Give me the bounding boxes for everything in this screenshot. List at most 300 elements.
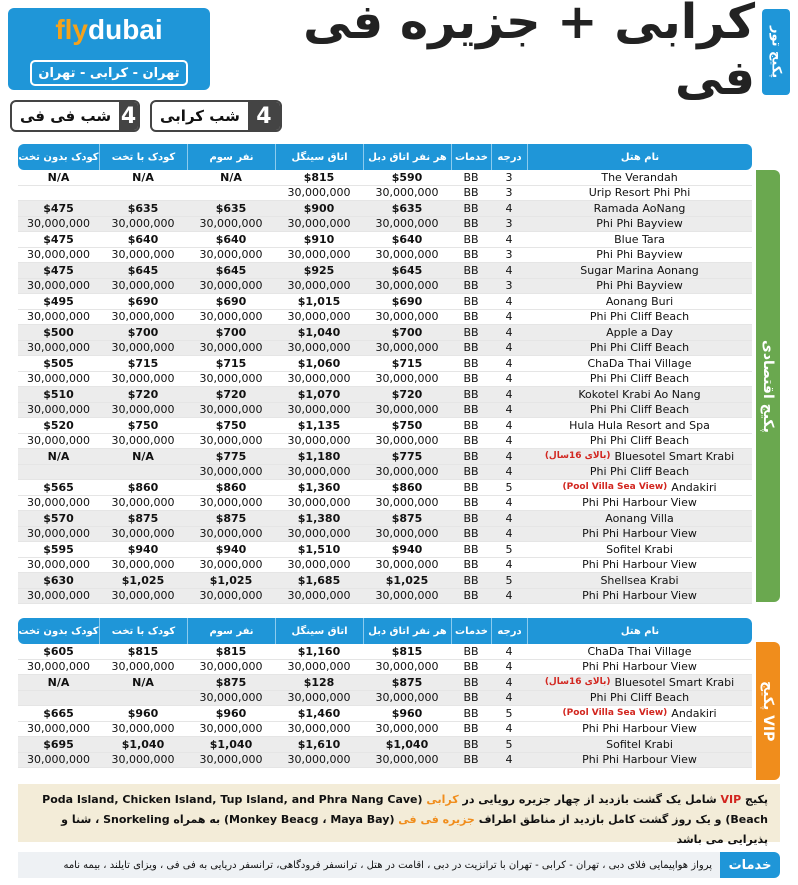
cell: BB xyxy=(463,294,479,308)
cell: $520 xyxy=(43,418,74,432)
table-row xyxy=(18,387,752,403)
cell: 30,000,000 xyxy=(287,279,351,293)
table-body xyxy=(18,170,752,604)
cell: $750 xyxy=(127,418,159,432)
cell: N/A xyxy=(132,675,154,689)
cell: 30,000,000 xyxy=(27,341,90,355)
cell: 30,000,000 xyxy=(375,722,439,736)
hotel-name: Blue Tara xyxy=(614,232,665,246)
cell: $1,070 xyxy=(297,387,341,401)
cell: $860 xyxy=(215,480,247,494)
cell: 5 xyxy=(505,480,513,494)
cell: $495 xyxy=(43,294,74,308)
cell: 30,000,000 xyxy=(111,310,175,324)
cell: $690 xyxy=(391,294,423,308)
cell: $1,135 xyxy=(297,418,341,432)
cell: BB xyxy=(463,691,479,705)
cell: 30,000,000 xyxy=(199,660,263,674)
cell xyxy=(18,691,99,706)
nights-label: شب فی فی xyxy=(20,107,112,125)
column-header: درجه xyxy=(491,618,527,644)
cell: 30,000,000 xyxy=(375,341,439,355)
cell: 30,000,000 xyxy=(111,403,175,417)
cell: 5 xyxy=(505,737,513,751)
cell: BB xyxy=(463,341,479,355)
cell: 3 xyxy=(505,279,513,293)
cell: 30,000,000 xyxy=(287,527,351,541)
cell xyxy=(99,691,187,706)
cell: 30,000,000 xyxy=(375,248,439,262)
hotel-name: Sugar Marina Aonang xyxy=(580,263,699,277)
cell: 30,000,000 xyxy=(199,310,263,324)
cell: BB xyxy=(463,186,479,200)
cell xyxy=(99,465,187,480)
cell: $875 xyxy=(391,675,423,689)
hotel-name: Kokotel Krabi Ao Nang xyxy=(578,387,701,401)
cell: $940 xyxy=(127,542,159,556)
table-row xyxy=(18,434,752,450)
cell: 30,000,000 xyxy=(27,527,90,541)
cell: 30,000,000 xyxy=(287,753,351,767)
cell: 30,000,000 xyxy=(111,753,175,767)
cell: 4 xyxy=(505,263,513,277)
cell: 30,000,000 xyxy=(27,660,90,674)
cell: $1,025 xyxy=(121,573,165,587)
cell: 4 xyxy=(505,465,513,479)
table-row xyxy=(18,542,752,558)
table-row xyxy=(18,737,752,753)
cell: 4 xyxy=(505,418,513,432)
column-header: هر نفر اتاق دبل xyxy=(363,618,451,644)
tour-package-tag: پکیج تور xyxy=(762,9,790,95)
cell: 30,000,000 xyxy=(287,434,351,448)
cell: N/A xyxy=(47,449,70,463)
cell: 30,000,000 xyxy=(27,248,90,262)
cell: 30,000,000 xyxy=(375,558,439,572)
cell: $595 xyxy=(43,542,74,556)
cell: $815 xyxy=(127,644,159,658)
table-row xyxy=(18,186,752,202)
services-text: پرواز هواپیمایی فلای دبی ، تهران - کرابی - تهران با ترانزیت در دبی ، اقامت در هتل ، ترانسفر فرودگاهی، ترانسفر دریایی به فی فی ، ویزای تایلند ، بیمه نامه xyxy=(18,852,720,878)
cell: $1,360 xyxy=(297,480,341,494)
cell: $775 xyxy=(391,449,423,463)
table-row xyxy=(18,691,752,707)
cell: 30,000,000 xyxy=(199,279,263,293)
cell: 30,000,000 xyxy=(111,217,175,231)
cell: BB xyxy=(463,434,479,448)
cell: $1,060 xyxy=(297,356,341,370)
cell: $720 xyxy=(127,387,159,401)
services-label: خدمات xyxy=(720,852,780,878)
cell: $860 xyxy=(391,480,423,494)
cell: 5 xyxy=(505,573,513,587)
cell: 30,000,000 xyxy=(287,660,351,674)
cell: BB xyxy=(463,279,479,293)
table-row xyxy=(18,248,752,264)
cell: $1,685 xyxy=(297,573,341,587)
cell: 4 xyxy=(505,201,513,215)
cell: $715 xyxy=(127,356,159,370)
table-row xyxy=(18,675,752,691)
cell: 30,000,000 xyxy=(287,217,351,231)
cell: $750 xyxy=(215,418,247,432)
table-row xyxy=(18,558,752,574)
table-row xyxy=(18,372,752,388)
nights-krabi xyxy=(150,100,282,132)
table-row xyxy=(18,232,752,248)
cell: 30,000,000 xyxy=(111,434,175,448)
hotel-name: Hula Hula Resort and Spa xyxy=(569,418,710,432)
cell: 30,000,000 xyxy=(287,589,351,603)
cell: 30,000,000 xyxy=(199,434,263,448)
cell: 4 xyxy=(505,232,513,246)
cell: N/A xyxy=(47,170,70,184)
table-row xyxy=(18,403,752,419)
cell: $695 xyxy=(43,737,74,751)
cell: 30,000,000 xyxy=(199,753,263,767)
cell: 30,000,000 xyxy=(287,496,351,510)
column-header: کودک با تخت xyxy=(99,618,187,644)
column-header: اتاق سینگل xyxy=(275,144,363,170)
cell: $630 xyxy=(43,573,74,587)
cell: 30,000,000 xyxy=(375,691,439,705)
table-row xyxy=(18,706,752,722)
cell: 30,000,000 xyxy=(27,722,90,736)
cell: 30,000,000 xyxy=(375,434,439,448)
cell: 4 xyxy=(505,691,513,705)
cell xyxy=(18,186,99,201)
cell: 4 xyxy=(505,341,513,355)
cell: 4 xyxy=(505,589,513,603)
table-header xyxy=(18,144,752,170)
table-row xyxy=(18,449,752,465)
cell: 30,000,000 xyxy=(287,403,351,417)
cell: $715 xyxy=(391,356,423,370)
hotel-name: Phi Phi Harbour View xyxy=(582,558,697,572)
table-row xyxy=(18,201,752,217)
cell: $940 xyxy=(391,542,423,556)
table-row xyxy=(18,465,752,481)
cell: 30,000,000 xyxy=(375,217,439,231)
cell: $1,025 xyxy=(385,573,429,587)
cell: BB xyxy=(463,310,479,324)
cell: BB xyxy=(463,496,479,510)
hotel-name: Aonang Villa xyxy=(605,511,674,525)
cell: 5 xyxy=(505,706,513,720)
cell: $645 xyxy=(127,263,159,277)
table-row xyxy=(18,170,752,186)
cell: $875 xyxy=(215,511,247,525)
cell: 30,000,000 xyxy=(111,558,175,572)
cell: BB xyxy=(463,558,479,572)
hotel-name: The Verandah xyxy=(601,170,678,184)
cell: $815 xyxy=(391,644,423,658)
cell: BB xyxy=(463,201,479,215)
column-header: درجه xyxy=(491,144,527,170)
hotel-name: Phi Phi Cliff Beach xyxy=(589,465,690,479)
hotel-name: Ramada AoNang xyxy=(593,201,686,215)
hotel-name: Phi Phi Harbour View xyxy=(582,722,697,736)
cell: 5 xyxy=(505,542,513,556)
table-row xyxy=(18,279,752,295)
cell: $1,380 xyxy=(297,511,341,525)
cell: $815 xyxy=(215,644,247,658)
hotel-name: Urip Resort Phi Phi xyxy=(588,186,691,200)
cell: 30,000,000 xyxy=(287,310,351,324)
cell: $1,510 xyxy=(297,542,341,556)
hotel-name: ChaDa Thai Village xyxy=(587,644,692,658)
cell: BB xyxy=(463,737,479,751)
cell: $775 xyxy=(215,449,247,463)
cell: BB xyxy=(463,356,479,370)
table-row xyxy=(18,356,752,372)
cell: $665 xyxy=(43,706,74,720)
hotel-name: Phi Phi Harbour View xyxy=(582,589,697,603)
cell: $690 xyxy=(127,294,159,308)
cell: 30,000,000 xyxy=(375,403,439,417)
hotel-name: Phi Phi Cliff Beach xyxy=(589,341,690,355)
cell: BB xyxy=(463,170,479,184)
cell: 30,000,000 xyxy=(287,465,351,479)
cell: $875 xyxy=(215,675,247,689)
cell: $1,040 xyxy=(209,737,253,751)
hotel-name: ChaDa Thai Village xyxy=(587,356,692,370)
table-row xyxy=(18,310,752,326)
cell: BB xyxy=(463,465,479,479)
cell: 30,000,000 xyxy=(199,217,263,231)
vip-note: پکیج VIP شامل یک گشت بازدید از چهار جزیره رویایی در کرابی (Poda Island, Chicken Island, Tup Island, and Phra Nang Cave Beach) و یک روز گشت کامل بازدید از مناطق اطراف جزیره فی فی (Monkey Beacg ، Maya Bay) به همراه Snorkeling ، شنا و پذیرایی می باشد xyxy=(18,784,780,842)
hotel-name: Sofitel Krabi xyxy=(606,737,673,751)
cell: 30,000,000 xyxy=(199,248,263,262)
cell: $635 xyxy=(391,201,423,215)
cell: $1,040 xyxy=(121,737,165,751)
cell: BB xyxy=(463,753,479,767)
cell: $940 xyxy=(215,542,247,556)
nights-label: شب کرابی xyxy=(160,107,240,125)
cell: BB xyxy=(463,660,479,674)
cell: 30,000,000 xyxy=(375,310,439,324)
column-header: نفر سوم xyxy=(187,618,275,644)
cell: 4 xyxy=(505,356,513,370)
cell: 30,000,000 xyxy=(199,372,263,386)
hotel-name: Phi Phi Cliff Beach xyxy=(589,434,690,448)
hotel-name: Phi Phi Bayview xyxy=(596,279,683,293)
hotel-name: Aonang Buri xyxy=(605,294,674,308)
cell: $505 xyxy=(43,356,74,370)
cell: BB xyxy=(463,675,479,689)
hotel-name: Phi Phi Harbour View xyxy=(582,496,697,510)
cell: BB xyxy=(463,372,479,386)
cell: N/A xyxy=(132,170,154,184)
cell: $875 xyxy=(391,511,423,525)
cell: 4 xyxy=(505,527,513,541)
cell: BB xyxy=(463,706,479,720)
column-header: کودک بدون تخت xyxy=(18,151,99,163)
cell: BB xyxy=(463,449,479,463)
cell: $860 xyxy=(127,480,159,494)
brand-name: flydubai xyxy=(55,14,163,45)
cell: 30,000,000 xyxy=(27,217,90,231)
cell xyxy=(99,186,187,201)
table-row xyxy=(18,589,752,605)
hotel-name: Phi Phi Harbour View xyxy=(582,527,697,541)
cell: BB xyxy=(463,722,479,736)
hotel-name: Andakiri (Pool Villa Sea View) xyxy=(562,706,717,720)
table-row xyxy=(18,418,752,434)
cell: 4 xyxy=(505,387,513,401)
hotel-name: Phi Phi Cliff Beach xyxy=(589,372,690,386)
services-bar xyxy=(18,852,780,878)
table-body xyxy=(18,644,752,768)
cell: $815 xyxy=(303,170,335,184)
cell: $910 xyxy=(303,232,335,246)
nights-count: 4 xyxy=(120,103,137,129)
table-row xyxy=(18,341,752,357)
cell: 30,000,000 xyxy=(287,186,351,200)
cell: $1,015 xyxy=(297,294,341,308)
cell: 4 xyxy=(505,660,513,674)
cell: 4 xyxy=(505,558,513,572)
table-row xyxy=(18,480,752,496)
cell: 30,000,000 xyxy=(375,527,439,541)
cell: 30,000,000 xyxy=(27,279,90,293)
table-row xyxy=(18,511,752,527)
cell: BB xyxy=(463,573,479,587)
cell: $475 xyxy=(43,232,74,246)
table-row xyxy=(18,325,752,341)
cell: 30,000,000 xyxy=(111,372,175,386)
table-row xyxy=(18,527,752,543)
cell: 3 xyxy=(505,170,513,184)
cell: 3 xyxy=(505,217,513,231)
cell: 30,000,000 xyxy=(27,558,90,572)
table-row xyxy=(18,263,752,279)
cell: 30,000,000 xyxy=(287,558,351,572)
cell: $700 xyxy=(391,325,423,339)
cell: N/A xyxy=(47,675,70,689)
page-title: کرابی + جزیره فی فی xyxy=(303,0,755,106)
hotel-name: Phi Phi Cliff Beach xyxy=(589,403,690,417)
cell: $635 xyxy=(215,201,247,215)
cell: 30,000,000 xyxy=(199,558,263,572)
hotel-name: Bluesotel Smart Krabi (بالای 16سال) xyxy=(544,675,735,689)
column-header: نفر سوم xyxy=(187,144,275,170)
cell: BB xyxy=(463,232,479,246)
table-row xyxy=(18,660,752,676)
column-header: کودک با تخت xyxy=(99,144,187,170)
cell: 30,000,000 xyxy=(375,279,439,293)
cell: 4 xyxy=(505,675,513,689)
cell: 30,000,000 xyxy=(111,660,175,674)
cell: 4 xyxy=(505,511,513,525)
cell: BB xyxy=(463,480,479,494)
cell: $590 xyxy=(391,170,423,184)
cell: 30,000,000 xyxy=(27,403,90,417)
cell: 30,000,000 xyxy=(287,248,351,262)
hotel-name: Apple a Day xyxy=(606,325,673,339)
hotel-name: Phi Phi Harbour View xyxy=(582,753,697,767)
nights-count: 4 xyxy=(248,102,280,130)
column-header: خدمات xyxy=(451,144,491,170)
cell: $500 xyxy=(43,325,74,339)
cell: 30,000,000 xyxy=(27,589,90,603)
cell: $640 xyxy=(391,232,423,246)
cell: $720 xyxy=(391,387,423,401)
hotel-name: Sofitel Krabi xyxy=(606,542,673,556)
column-header: هر نفر اتاق دبل xyxy=(363,144,451,170)
cell: $1,610 xyxy=(297,737,341,751)
hotel-name: Andakiri (Pool Villa Sea View) xyxy=(562,480,717,494)
cell: BB xyxy=(463,418,479,432)
cell: $960 xyxy=(215,706,247,720)
cell: $1,025 xyxy=(209,573,253,587)
cell: N/A xyxy=(132,449,154,463)
cell: 4 xyxy=(505,372,513,386)
cell: 30,000,000 xyxy=(199,496,263,510)
cell: 30,000,000 xyxy=(111,341,175,355)
cell: $605 xyxy=(43,644,74,658)
cell: 30,000,000 xyxy=(27,310,90,324)
cell: BB xyxy=(463,527,479,541)
hotel-name: Phi Phi Cliff Beach xyxy=(589,691,690,705)
column-header: نام هتل xyxy=(527,618,752,644)
cell: 30,000,000 xyxy=(27,372,90,386)
column-header: اتاق سینگل xyxy=(275,618,363,644)
cell: 30,000,000 xyxy=(199,589,263,603)
cell: 30,000,000 xyxy=(375,589,439,603)
table-row xyxy=(18,496,752,512)
cell: BB xyxy=(463,325,479,339)
cell: $1,160 xyxy=(297,644,341,658)
cell: BB xyxy=(463,387,479,401)
cell: $720 xyxy=(215,387,247,401)
cell: 30,000,000 xyxy=(375,372,439,386)
table-header xyxy=(18,618,752,644)
hotel-name: Shellsea Krabi xyxy=(600,573,679,587)
nights-phiphi xyxy=(10,100,140,132)
cell: 30,000,000 xyxy=(287,341,351,355)
cell: $640 xyxy=(127,232,159,246)
cell: 30,000,000 xyxy=(27,434,90,448)
cell: $700 xyxy=(215,325,247,339)
cell: $715 xyxy=(215,356,247,370)
cell: 4 xyxy=(505,449,513,463)
cell: $645 xyxy=(391,263,423,277)
table-row xyxy=(18,753,752,769)
cell: 30,000,000 xyxy=(199,341,263,355)
cell: $960 xyxy=(127,706,159,720)
cell: BB xyxy=(463,403,479,417)
cell: $640 xyxy=(215,232,247,246)
cell: 30,000,000 xyxy=(199,465,263,479)
cell: $900 xyxy=(303,201,335,215)
cell: 30,000,000 xyxy=(111,248,175,262)
cell: $700 xyxy=(127,325,159,339)
cell: BB xyxy=(463,248,479,262)
cell: 30,000,000 xyxy=(287,722,351,736)
cell: $475 xyxy=(43,201,74,215)
column-header: نام هتل xyxy=(527,144,752,170)
cell: 4 xyxy=(505,310,513,324)
cell: 30,000,000 xyxy=(27,753,90,767)
cell: BB xyxy=(463,263,479,277)
route-label: تهران - کرابی - تهران xyxy=(30,60,188,86)
flydubai-logo xyxy=(8,8,210,90)
cell: 30,000,000 xyxy=(375,753,439,767)
cell: $128 xyxy=(303,675,335,689)
cell: 30,000,000 xyxy=(199,403,263,417)
cell: 30,000,000 xyxy=(199,722,263,736)
